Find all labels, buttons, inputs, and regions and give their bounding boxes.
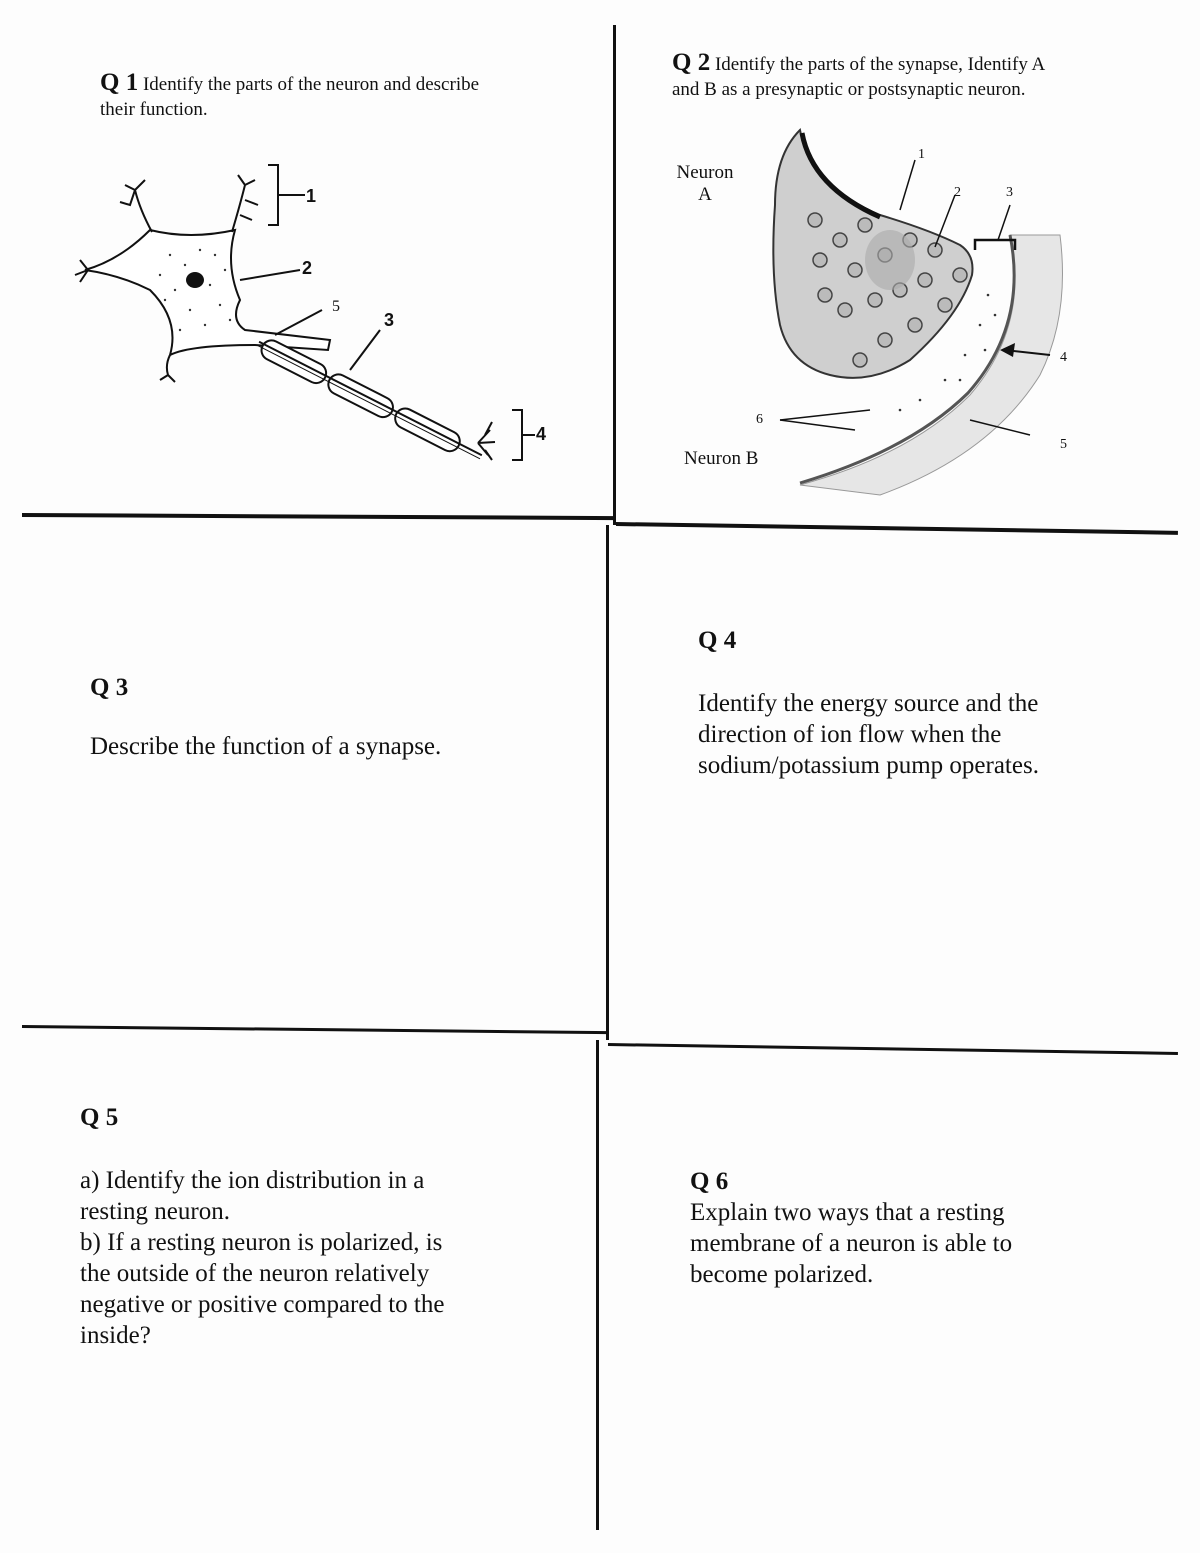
q2-label-5: 5: [1060, 437, 1067, 452]
q6-line3: become polarized.: [690, 1261, 874, 1288]
q1-text: Identify the parts of the neuron and describe their function.: [100, 74, 480, 120]
q1-label-5: 5: [332, 298, 340, 315]
q2-label-1: 1: [918, 147, 925, 162]
q6-number: Q 6: [690, 1168, 729, 1195]
neuron-a-line1: Neuron: [676, 162, 734, 183]
horizontal-divider: [616, 522, 1178, 535]
q4-line3: sodium/potassium pump operates.: [698, 752, 1039, 779]
q2-number: Q 2: [672, 49, 711, 76]
q3-text: Describe the function of a synapse.: [90, 733, 442, 760]
q5-block: [80, 1102, 580, 1351]
q2-label-2: 2: [954, 185, 961, 200]
q1-prompt: [100, 70, 500, 122]
q5-line2: resting neuron.: [80, 1198, 230, 1225]
q5-line5: negative or positive compared to the: [80, 1291, 445, 1318]
vertical-divider: [596, 1040, 599, 1530]
q6-block: [690, 1166, 1170, 1290]
q5-number: Q 5: [80, 1104, 119, 1131]
q5-line4: the outside of the neuron relatively: [80, 1260, 430, 1287]
neuron-a-label: [670, 162, 740, 206]
horizontal-divider: [608, 1043, 1178, 1055]
q2-label-6: 6: [756, 412, 763, 427]
horizontal-divider: [22, 1025, 608, 1034]
q2-label-3: 3: [1006, 185, 1013, 200]
q4-line2: direction of ion flow when the: [698, 721, 1002, 748]
q3-number: Q 3: [90, 674, 129, 701]
q1-label-4: 4: [536, 424, 547, 444]
q6-line1: Explain two ways that a resting: [690, 1199, 1005, 1226]
q3-block: [90, 672, 590, 762]
q2-text-line2: and B as a presynaptic or postsynaptic neuron.: [672, 79, 1026, 100]
q5-line1: a) Identify the ion distribution in a: [80, 1167, 425, 1194]
neuron-b-label: Neuron B: [684, 448, 759, 469]
neuron-diagram: [60, 160, 620, 520]
q4-number: Q 4: [698, 627, 737, 654]
q1-label-3: 3: [384, 310, 395, 330]
q2-prompt: [672, 50, 1172, 102]
q6-line2: membrane of a neuron is able to: [690, 1230, 1013, 1257]
q1-number: Q 1: [100, 69, 139, 96]
q5-line3: b) If a resting neuron is polarized, is: [80, 1229, 443, 1256]
q1-label-1: 1: [306, 186, 317, 206]
q5-line6: inside?: [80, 1322, 151, 1349]
vertical-divider: [606, 525, 609, 1040]
q1-label-2: 2: [302, 258, 313, 278]
neuron-a-line2: A: [698, 184, 712, 205]
q2-text-line1: Identify the parts of the synapse, Identify A: [714, 54, 1046, 75]
q2-label-4: 4: [1060, 350, 1067, 365]
q4-line1: Identify the energy source and the: [698, 690, 1039, 717]
q4-block: [698, 625, 1178, 781]
